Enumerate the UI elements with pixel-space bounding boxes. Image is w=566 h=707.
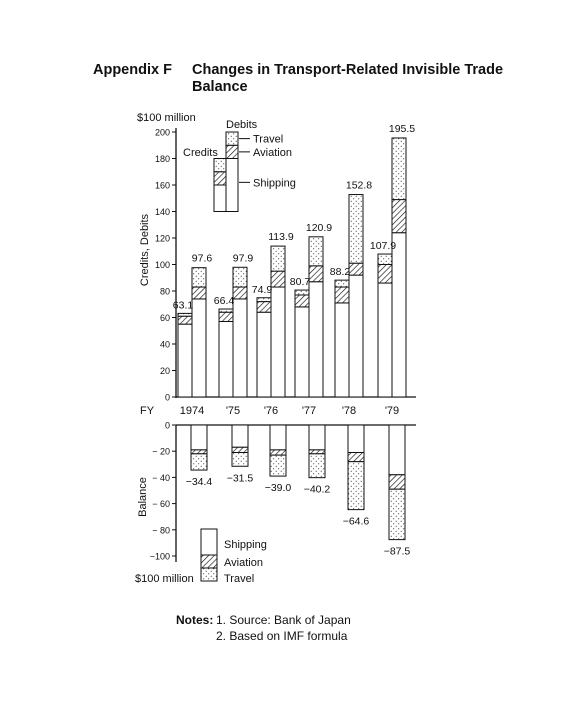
credit-bar-1-travel xyxy=(178,313,192,316)
legend-shipping-label: Shipping xyxy=(253,177,296,190)
upper-legend xyxy=(183,119,296,212)
balance-bar-3-aviation xyxy=(270,450,286,455)
balance-unit-label: $100 million xyxy=(135,573,194,585)
y-tick-label: 20 xyxy=(159,366,170,376)
debit-total-label: 97.9 xyxy=(232,252,254,265)
y-tick-label: 120 xyxy=(154,233,170,244)
debit-bar-6-travel xyxy=(392,138,406,200)
legend-balance-travel-label: Travel xyxy=(224,573,255,585)
balance-y-tick-label: − 40 xyxy=(152,472,170,483)
debit-bar-5-travel xyxy=(349,195,363,264)
credit-bar-4-aviation xyxy=(295,295,309,307)
legend-balance-aviation-label: Aviation xyxy=(224,557,263,569)
note-2: 2. Based on IMF formula xyxy=(216,629,348,643)
credits-debits-chart xyxy=(137,112,416,417)
debit-bar-5-aviation xyxy=(349,263,363,275)
y-tick-label: 180 xyxy=(154,154,170,164)
balance-bar-2-shipping xyxy=(232,425,248,447)
balance-bar-5-shipping xyxy=(348,425,364,453)
y-tick-label: 0 xyxy=(164,392,170,403)
legend-balance-shipping-label: Shipping xyxy=(224,539,267,551)
y-tick-label: 40 xyxy=(159,339,170,350)
debit-total-label: 97.6 xyxy=(191,252,213,265)
legend-credit-travel xyxy=(214,159,226,172)
balance-y-tick-label: −100 xyxy=(149,551,170,562)
balance-total-label: −31.5 xyxy=(226,472,254,485)
credit-bar-3-travel xyxy=(257,298,271,302)
x-tick-label: '77 xyxy=(301,405,317,417)
y-tick-label: 80 xyxy=(159,286,170,297)
credit-bar-2-aviation xyxy=(219,312,233,321)
legend-credits-label: Credits xyxy=(183,147,218,159)
debit-bar-3-travel xyxy=(271,246,285,271)
credit-total-label: 74.9 xyxy=(251,283,273,296)
legend-travel-label: Travel xyxy=(253,133,284,146)
credit-bar-5-shipping xyxy=(335,303,349,397)
debit-bar-4-travel xyxy=(309,237,323,266)
balance-total-label: −87.5 xyxy=(383,545,411,558)
appendix-label: Appendix F xyxy=(93,62,172,78)
balance-bar-6-shipping xyxy=(389,425,405,475)
balance-legend xyxy=(201,529,267,585)
x-axis-prefix: FY xyxy=(140,405,155,417)
y-tick-label: 60 xyxy=(159,313,170,323)
credit-bar-4-shipping xyxy=(295,307,309,397)
credit-bar-1-shipping xyxy=(178,324,192,397)
credit-total-label: 88.2 xyxy=(329,266,351,279)
y-tick-label: 160 xyxy=(154,180,170,191)
debit-total-label: 120.9 xyxy=(305,221,333,234)
credit-bar-6-shipping xyxy=(378,283,392,397)
credit-bar-3-aviation xyxy=(257,302,271,313)
legend-credit-aviation xyxy=(214,172,226,185)
balance-y-axis-label: Balance xyxy=(137,477,149,517)
debit-bar-1-shipping xyxy=(192,299,206,397)
legend-balance-aviation xyxy=(201,555,217,568)
credit-bar-2-shipping xyxy=(219,321,233,397)
legend-balance-shipping xyxy=(201,529,217,555)
debit-bar-6-aviation xyxy=(392,200,406,233)
balance-y-tick-label: − 60 xyxy=(152,499,170,510)
balance-bar-1-aviation xyxy=(191,450,207,454)
credit-bar-1-aviation xyxy=(178,316,192,324)
x-tick-label: 1974 xyxy=(179,405,205,417)
debit-bar-4-aviation xyxy=(309,266,323,282)
legend-debits-label: Debits xyxy=(226,119,258,131)
credit-total-label: 80.7 xyxy=(289,276,311,289)
debit-total-label: 195.5 xyxy=(388,122,416,135)
credit-bar-4-travel xyxy=(295,290,309,295)
legend-debit-aviation xyxy=(226,145,238,158)
balance-bar-2-travel xyxy=(232,453,248,467)
x-tick-label: '79 xyxy=(384,405,400,417)
debit-bar-4-shipping xyxy=(309,282,323,397)
legend-balance-travel xyxy=(201,568,217,581)
balance-bar-1-travel xyxy=(191,454,207,470)
balance-bar-5-aviation xyxy=(348,453,364,462)
balance-bar-6-travel xyxy=(389,489,405,539)
balance-total-label: −34.4 xyxy=(185,476,213,489)
credit-bar-3-shipping xyxy=(257,312,271,397)
balance-bar-3-travel xyxy=(270,455,286,476)
debit-bar-5-shipping xyxy=(349,275,363,397)
credit-bar-2-travel xyxy=(219,309,233,312)
y-tick-label: 140 xyxy=(154,207,170,217)
legend-debit-travel xyxy=(226,132,238,145)
credit-bar-5-aviation xyxy=(335,287,349,303)
balance-bar-3-shipping xyxy=(270,425,286,450)
balance-bar-1-shipping xyxy=(191,425,207,450)
y-tick-label: 200 xyxy=(154,127,170,138)
x-tick-label: '78 xyxy=(341,405,357,417)
debit-bar-3-aviation xyxy=(271,271,285,287)
credit-total-label: 66.4 xyxy=(213,295,235,308)
debit-bar-6-shipping xyxy=(392,233,406,397)
credit-bar-6-travel xyxy=(378,254,392,264)
balance-y-tick-label: 0 xyxy=(164,420,170,431)
balance-total-label: −40.2 xyxy=(303,483,331,496)
y-axis-label: Credits, Debits xyxy=(139,213,151,287)
balance-bar-2-aviation xyxy=(232,447,248,452)
debit-total-label: 113.9 xyxy=(268,231,294,244)
debit-bar-1-travel xyxy=(192,268,206,287)
notes-label: Notes: xyxy=(176,613,214,627)
debit-total-label: 152.8 xyxy=(345,179,373,192)
balance-bar-4-travel xyxy=(309,454,325,478)
debit-bar-1-aviation xyxy=(192,287,206,299)
balance-chart xyxy=(135,421,416,586)
credit-bar-5-travel xyxy=(335,280,349,287)
notes xyxy=(176,612,351,644)
credit-total-label: 107.9 xyxy=(369,240,397,253)
balance-bar-4-aviation xyxy=(309,450,325,454)
unit-label: $100 million xyxy=(137,112,196,124)
x-tick-label: '76 xyxy=(263,405,279,417)
balance-y-tick-label: − 80 xyxy=(152,525,170,536)
x-tick-label: '75 xyxy=(225,405,241,417)
debit-bar-2-aviation xyxy=(233,287,247,299)
debit-bar-2-shipping xyxy=(233,299,247,397)
debit-bar-2-travel xyxy=(233,267,247,287)
balance-total-label: −64.6 xyxy=(342,515,370,528)
legend-aviation-label: Aviation xyxy=(253,146,292,159)
credit-total-label: 63.1 xyxy=(172,299,194,312)
title-text: Changes in Transport-Related Invisible Trade Balance xyxy=(192,62,504,95)
balance-bar-6-aviation xyxy=(389,475,405,489)
balance-total-label: −39.0 xyxy=(264,482,292,495)
balance-y-tick-label: − 20 xyxy=(152,446,170,457)
y-tick-label: 100 xyxy=(154,260,170,270)
balance-bar-5-travel xyxy=(348,462,364,510)
debit-bar-3-shipping xyxy=(271,287,285,397)
balance-bar-4-shipping xyxy=(309,425,325,450)
note-1: 1. Source: Bank of Japan xyxy=(216,613,351,627)
credit-bar-6-aviation xyxy=(378,265,392,284)
